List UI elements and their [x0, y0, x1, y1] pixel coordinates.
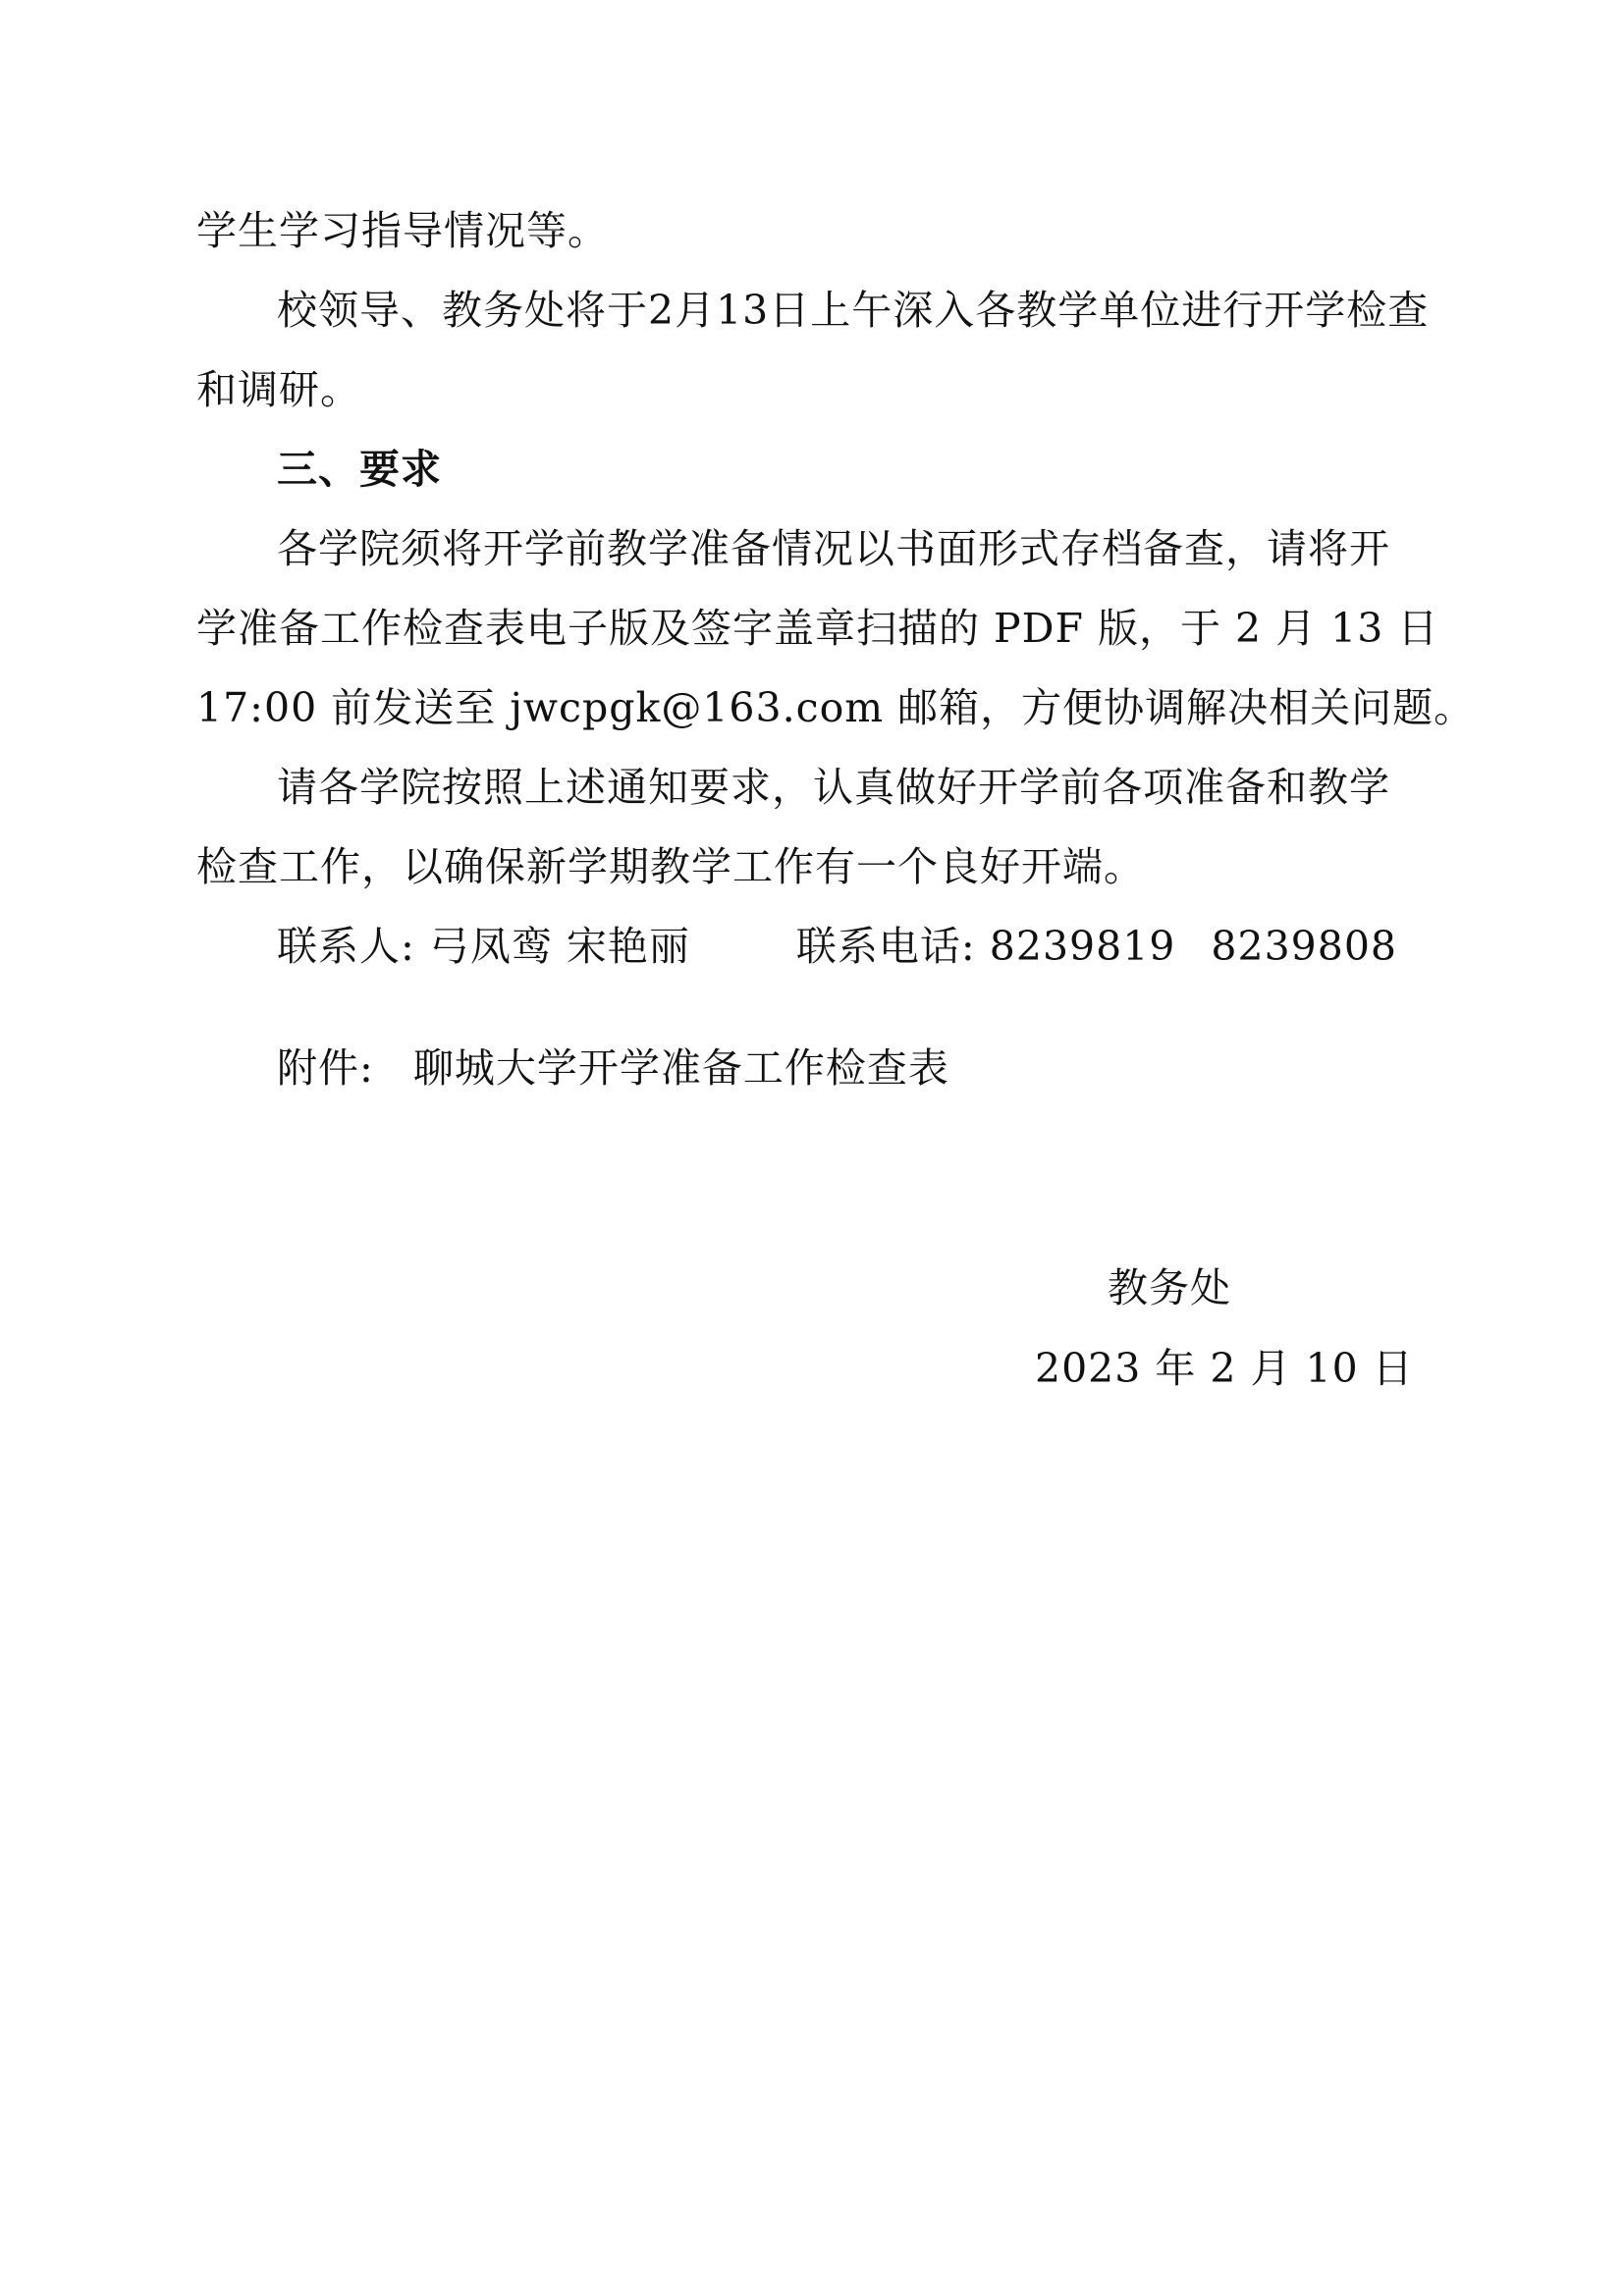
contact-phone-1: 8239819: [989, 923, 1176, 970]
contact-phone-2: 8239808: [1211, 923, 1398, 970]
paragraph-line: 校领导、教务处将于2月13日上午深入各教学单位进行开学检查: [277, 287, 1430, 334]
paragraph-line: 和调研。: [196, 366, 361, 413]
contact-phone-label: 联系电话:: [795, 923, 976, 970]
paragraph-line: 学生学习指导情况等。: [196, 207, 609, 254]
paragraph-line: 17:00 前发送至 jwcpgk@163.com 邮箱，方便协调解决相关问题。: [196, 684, 1476, 731]
attachment-title: 聊城大学开学准备工作检查表: [412, 1044, 949, 1092]
section-heading: 三、要求: [277, 446, 442, 493]
contact-people: 弓凤鸾 宋艳丽: [428, 923, 690, 970]
attachment-line: [277, 1041, 949, 1095]
contact-people-label: 联系人:: [277, 923, 415, 970]
signature-date: 2023 年 2 月 10 日: [1035, 1345, 1414, 1392]
paragraph-line: 检查工作，以确保新学期教学工作有一个良好开端。: [196, 843, 1145, 890]
paragraph-line: 请各学院按照上述通知要求，认真做好开学前各项准备和教学: [277, 764, 1390, 811]
contact-line: [277, 919, 1397, 974]
signature-office: 教务处: [1108, 1264, 1231, 1311]
paragraph-line: 学准备工作检查表电子版及签字盖章扫描的 PDF 版，于 2 月 13 日: [196, 605, 1439, 652]
paragraph-line: 各学院须将开学前教学准备情况以书面形式存档备查，请将开: [277, 525, 1390, 572]
attachment-label: 附件:: [277, 1044, 374, 1092]
